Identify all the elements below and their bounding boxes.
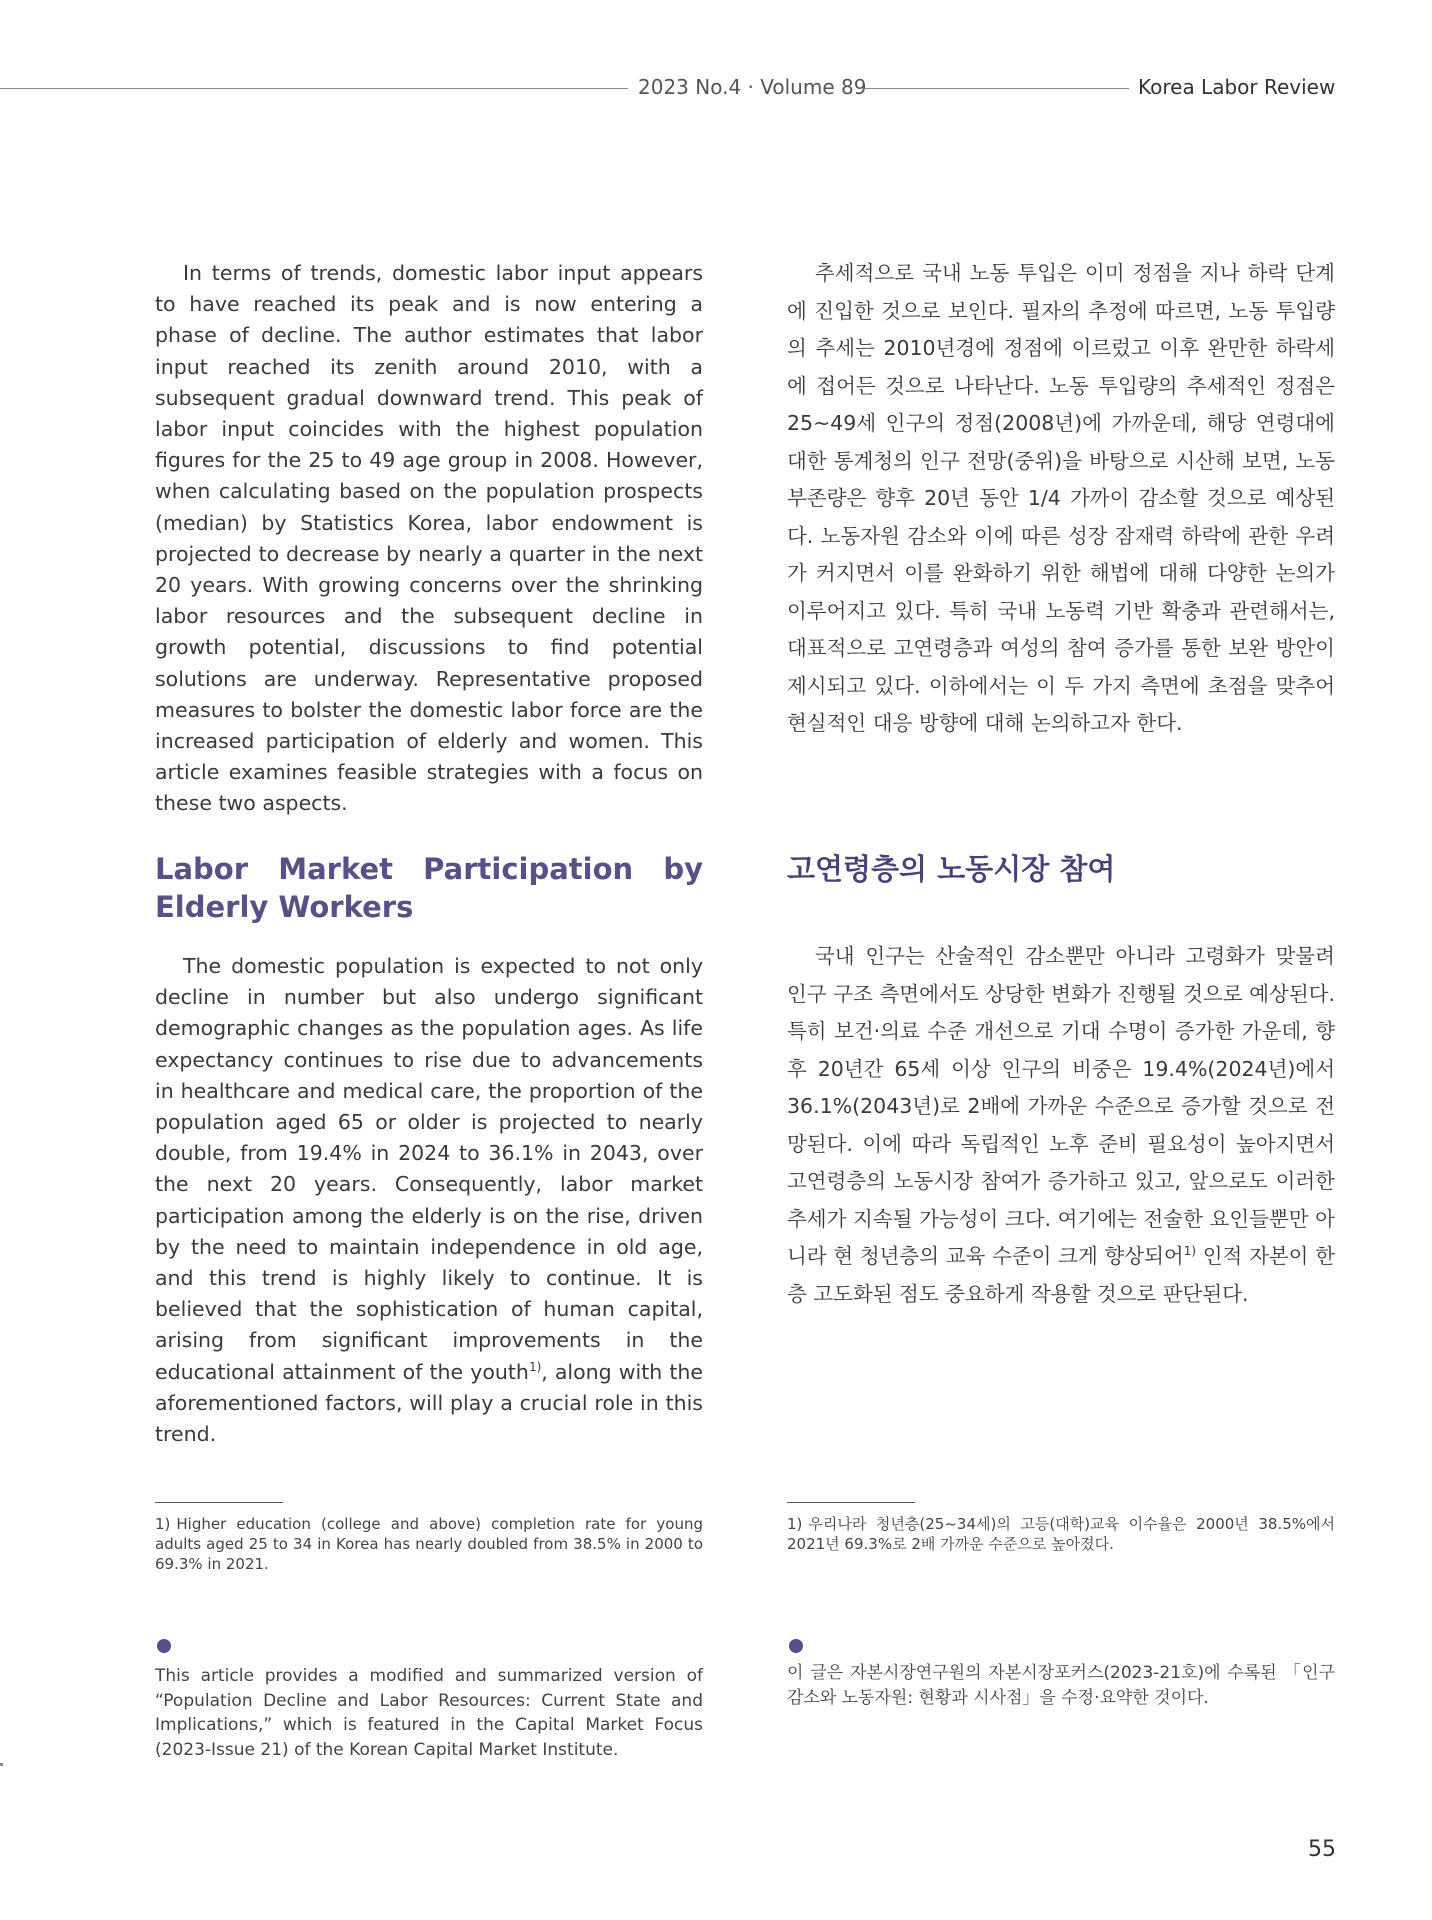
section-text-ko-part1: 국내 인구는 산술적인 감소뿐만 아니라 고령화가 맞물려 인구 구조 측면에서도 상당한 변화가 진행될 것으로 예상된다. 특히 보건·의료 수준 개선으로 기대 수명이 증가한 가운데, 향후 20년간 65세 이상 인구의 비중은 19.4%(2024년)에서 36.1%(2043년)로 2배에 가까운 수준으로 증가할 것으로 전망된다. 이에 따라 독립적인 노후 준비 필요성이 높아지면서 고연령층의 노동시장 참여가 증가하고 있고, 앞으로도 이러한 추세가 지속될 가능성이 크다. 여기에는 전술한 요인들뿐만 아니라 현 청년층의 교육 수준이 크게 향상되어	[787, 944, 1335, 1268]
page-number: 55	[1308, 1837, 1336, 1862]
journal-title: Korea Labor Review	[1138, 75, 1336, 99]
section-text-en-part1: The domestic population is expected to not only decline in number but also undergo significant demographic changes as the population ages. As life expectancy continues to rise due to advancements in healthcare and medical care, the proportion of the population aged 65 or older is projected to nearly double, from 19.4% in 2024 to 36.1% in 2043, over the next 20 years. Consequently, labor market participation among the elderly is on the rise, driven by the need to maintain independence in old age, and this trend is highly likely to continue. It is believed that the sophistication of human capital, arising from significant improvements in the educational attainment of the youth	[155, 954, 703, 1384]
source-note-ko: 이 글은 자본시장연구원의 자본시장포커스(2023-21호)에 수록된 「인구 감소와 노동자원: 현황과 시사점」을 수정·요약한 것이다.	[787, 1663, 1335, 1708]
section-paragraph-ko	[787, 938, 1335, 1313]
section-heading-ko-wrap	[787, 850, 1335, 888]
intro-paragraph-ko: 추세적으로 국내 노동 투입은 이미 정점을 지나 하락 단계에 진입한 것으로 보인다. 필자의 추정에 따르면, 노동 투입량의 추세는 2010년경에 정점에 이르렀고 이후 완만한 하락세에 접어든 것으로 나타난다. 노동 투입량의 추세적인 정점은 25~49세 인구의 정점(2008년)에 가까운데, 해당 연령대에 대한 통계청의 인구 전망(중위)을 바탕으로 시산해 보면, 노동 부존량은 향후 20년 동안 1/4 가까이 감소할 것으로 예상된다. 노동자원 감소와 이에 따른 성장 잠재력 하락에 관한 우려가 커지면서 이를 완화하기 위한 해법에 대해 다양한 논의가 이루어지고 있다. 특히 국내 노동력 기반 확충과 관련해서는, 대표적으로 고연령층과 여성의 참여 증가를 통한 보완 방안이 제시되고 있다. 이하에서는 이 두 가지 측면에 초점을 맞추어 현실적인 대응 방향에 대해 논의하고자 한다.	[787, 261, 1335, 735]
footnote-text-ko: 우리나라 청년층(25~34세)의 고등(대학)교육 이수율은 2000년 38.5%에서 2021년 69.3%로 2배 가까운 수준으로 높아졌다.	[787, 1515, 1335, 1553]
section-text-ko-part2: 인적 자본이 한층 고도화된 점도 중요하게 작용할 것으로 판단된다.	[787, 1244, 1335, 1306]
source-note-en: This article provides a modified and summarized version of “Population Decline and Labor Resources: Current State and Implications,” which is featured in the Capital Market Focus (2023-Issue 21) of the Korean Capital Market Institute.	[155, 1666, 703, 1760]
footnote-number-ko: 1)	[787, 1515, 803, 1533]
edge-mark	[0, 1763, 3, 1766]
header-rule-right	[862, 88, 1129, 89]
footnote-ko	[787, 1514, 1335, 1554]
issue-label: 2023 No.4 · Volume 89	[638, 75, 867, 99]
footnote-ref-en[interactable]: 1)	[528, 1359, 542, 1374]
footnote-en	[155, 1514, 703, 1574]
section-heading-ko: 고연령층의 노동시장 참여	[787, 852, 1116, 886]
bullet-dot-ko	[789, 1639, 803, 1653]
section-paragraph-en	[155, 951, 703, 1450]
header-rule-left	[0, 88, 628, 89]
intro-ko-column	[787, 255, 1335, 743]
footnote-ref-ko[interactable]: 1)	[1183, 1244, 1197, 1259]
footnote-rule-ko	[787, 1502, 915, 1503]
footnote-number-en: 1)	[155, 1515, 171, 1533]
section-body-en-column	[155, 951, 703, 1450]
intro-paragraph-en: In terms of trends, domestic labor input appears to have reached its peak and is now entering a phase of decline. The author estimates that labor input reached its zenith around 2010, with a subsequent gradual downward trend. This peak of labor input coincides with the highest population figures for the 25 to 49 age group in 2008. However, when calculating based on the population prospects (median) by Statistics Korea, labor endowment is projected to decrease by nearly a quarter in the next 20 years. With growing concerns over the shrinking labor resources and the subsequent decline in growth potential, discussions to find potential solutions are underway. Representative proposed measures to bolster the domestic labor force are the increased participation of elderly and women. This article examines feasible strategies with a focus on these two aspects.	[155, 261, 703, 816]
footnote-text-en: Higher education (college and above) completion rate for young adults aged 25 to 34 in Korea has nearly doubled from 38.5% in 2000 to 69.3% in 2021.	[155, 1515, 703, 1573]
section-heading-en-wrap	[155, 850, 703, 926]
bullet-dot-en	[157, 1639, 171, 1653]
intro-en-column	[155, 258, 703, 820]
footnote-rule-en	[155, 1502, 283, 1503]
section-text-en-part2: , along with the aforementioned factors, will play a crucial role in this trend.	[155, 1359, 703, 1447]
section-body-ko-column	[787, 938, 1335, 1313]
section-heading-en: Labor Market Participation by Elderly Workers	[155, 852, 703, 924]
